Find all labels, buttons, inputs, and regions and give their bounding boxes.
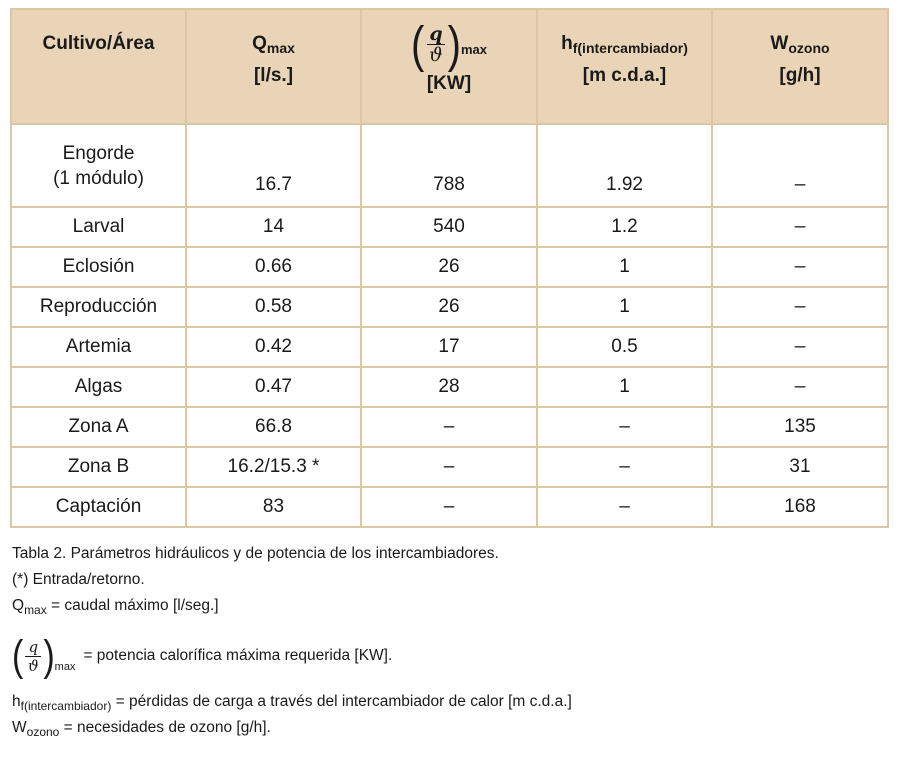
cell-power: 26	[361, 247, 537, 287]
table-notes	[12, 541, 882, 741]
cell-power: 28	[361, 367, 537, 407]
note-h-sub: f(intercambiador)	[20, 699, 112, 713]
cell-w: –	[712, 287, 888, 327]
note-w-sub: ozono	[26, 725, 60, 739]
cell-label: Artemia	[11, 327, 186, 367]
cell-w: –	[712, 367, 888, 407]
header-power-sub: max	[460, 42, 487, 57]
cell-h: 0.5	[537, 327, 712, 367]
table-row	[11, 367, 888, 407]
cell-h: –	[537, 447, 712, 487]
cell-label	[11, 124, 186, 207]
table-row	[11, 287, 888, 327]
table-row	[11, 327, 888, 367]
cell-h: –	[537, 407, 712, 447]
header-h-sub: f(intercambiador)	[572, 40, 688, 56]
cell-label-line2: (1 módulo)	[53, 167, 144, 189]
parameters-table	[10, 8, 889, 528]
cell-q: 16.7	[186, 124, 361, 207]
note-power-text: = potencia calorífica máxima requerida [KW].	[83, 647, 393, 664]
note-power-denominator: ϑ	[27, 656, 39, 675]
note-h	[12, 689, 882, 715]
right-paren: )	[43, 632, 55, 680]
table-row	[11, 487, 888, 527]
note-power-fraction	[12, 632, 76, 680]
note-w	[12, 715, 882, 741]
note-power-sub: max	[54, 660, 76, 673]
header-h-unit: [m c.d.a.]	[582, 65, 667, 86]
cell-power: 788	[361, 124, 537, 207]
left-paren: (	[411, 17, 425, 72]
header-q-main: Q	[252, 33, 267, 54]
note-q-text: = caudal máximo [l/seg.]	[46, 597, 219, 614]
cell-h: –	[537, 487, 712, 527]
cell-q: 16.2/15.3 *	[186, 447, 361, 487]
cell-q: 14	[186, 207, 361, 247]
cell-q: 0.47	[186, 367, 361, 407]
header-h-symbol	[561, 33, 688, 54]
note-q-sub: max	[24, 603, 47, 617]
cell-q: 0.42	[186, 327, 361, 367]
cell-label-line1: Engorde	[62, 142, 135, 164]
table-row	[11, 407, 888, 447]
cell-power: –	[361, 447, 537, 487]
note-h-text: = pérdidas de carga a través del intercambiador de calor [m c.d.a.]	[111, 693, 572, 710]
cell-power: –	[361, 407, 537, 447]
table-row	[11, 124, 888, 207]
header-power-unit: [KW]	[426, 73, 472, 94]
cell-q: 83	[186, 487, 361, 527]
note-q	[12, 593, 882, 619]
cell-label: Captación	[11, 487, 186, 527]
header-q	[186, 9, 361, 124]
header-w-unit: [g/h]	[779, 65, 821, 86]
header-power-numerator: q	[429, 23, 443, 45]
header-w	[712, 9, 888, 124]
cell-q: 0.66	[186, 247, 361, 287]
cell-w: 135	[712, 407, 888, 447]
cell-w: 31	[712, 447, 888, 487]
cell-power: 17	[361, 327, 537, 367]
cell-power: 540	[361, 207, 537, 247]
cell-h: 1	[537, 367, 712, 407]
header-power-denominator: ϑ	[429, 44, 443, 66]
note-w-text: = necesidades de ozono [g/h].	[59, 719, 271, 736]
note-power	[12, 623, 882, 689]
cell-label: Reproducción	[11, 287, 186, 327]
cell-h: 1.2	[537, 207, 712, 247]
cell-power: 26	[361, 287, 537, 327]
table-caption: Tabla 2. Parámetros hidráulicos y de potencia de los intercambiadores.	[12, 545, 499, 562]
right-paren: )	[447, 17, 461, 72]
header-power-fraction	[411, 17, 487, 72]
header-w-symbol	[770, 33, 829, 54]
header-power	[361, 9, 537, 124]
table-row	[11, 447, 888, 487]
cell-label: Eclosión	[11, 247, 186, 287]
cell-w: 168	[712, 487, 888, 527]
cell-w: –	[712, 207, 888, 247]
header-h	[537, 9, 712, 124]
header-row	[11, 9, 888, 124]
cell-label: Zona B	[11, 447, 186, 487]
note-q-main: Q	[12, 597, 25, 614]
cell-label: Algas	[11, 367, 186, 407]
asterisk-note: (*) Entrada/retorno.	[12, 571, 145, 588]
left-paren: (	[12, 632, 24, 680]
cell-h: 1	[537, 287, 712, 327]
cell-w: –	[712, 327, 888, 367]
header-w-main: W	[770, 33, 789, 54]
cell-q: 0.58	[186, 287, 361, 327]
table-row	[11, 207, 888, 247]
cell-label: Larval	[11, 207, 186, 247]
table-row	[11, 247, 888, 287]
header-q-symbol	[252, 33, 295, 54]
header-cultivo	[11, 9, 186, 124]
cell-h: 1	[537, 247, 712, 287]
header-w-sub: ozono	[788, 40, 830, 56]
cell-label: Zona A	[11, 407, 186, 447]
note-w-main: W	[12, 719, 27, 736]
cell-w: –	[712, 124, 888, 207]
header-cultivo-label: Cultivo/Área	[42, 33, 155, 54]
note-h-main: h	[12, 693, 21, 710]
note-power-numerator: q	[28, 637, 39, 656]
cell-q: 66.8	[186, 407, 361, 447]
header-q-sub: max	[266, 40, 295, 56]
cell-w: –	[712, 247, 888, 287]
cell-h: 1.92	[537, 124, 712, 207]
header-h-main: h	[561, 33, 573, 54]
header-q-unit: [l/s.]	[253, 65, 294, 86]
cell-power: –	[361, 487, 537, 527]
